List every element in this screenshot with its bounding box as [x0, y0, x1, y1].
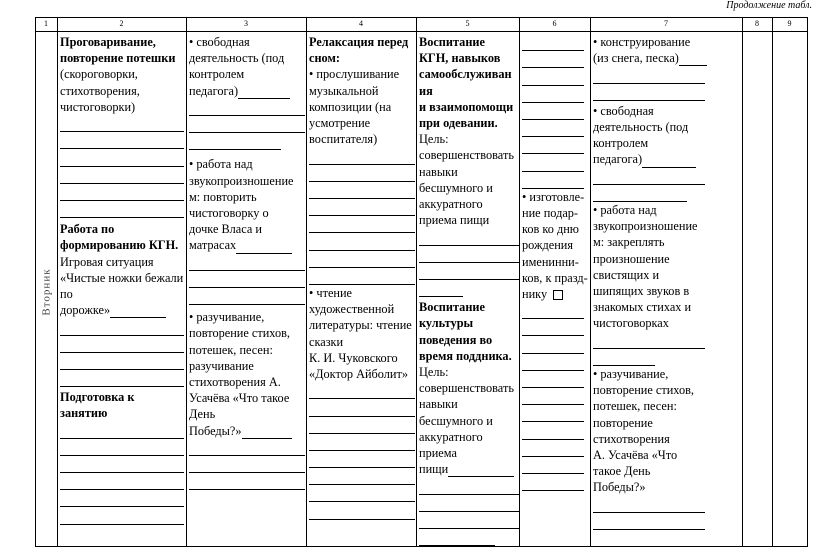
col4-content: Релаксация перед сном: • прослушивание музыкальной композиции (на усмотрение воспитателя) • чтение художественной литературы: чтение сказки К. И. Чуковского «Доктор Айболит» [309, 34, 415, 520]
continuation-label: Продолжение табл. [726, 0, 812, 11]
col5-content: Воспитание КГН, навыков самообслуживан ия и взаимопомощи при одевании. Цель: совершенствовать навыки бесшумного и аккуратного приема пищи Воспитание культуры поведения во время поддника. Цель: совершенствовать навыки бесшумного и аккуратного приема пищи [419, 34, 519, 546]
col-num-1: 1 [44, 19, 48, 28]
col-num-7: 7 [664, 19, 668, 28]
day-label: Вторник [41, 268, 53, 316]
col3-content: • свободная деятельность (под контролем педагога) • работа над звукопроизношение м: повторить чистоговорку о дочке Власа и матрасах • разучивание, повторение стихов, потешек, песен: разучивание стихотворения А. Усачёва «Что такое День Победы?» [189, 34, 305, 490]
col-num-9: 9 [787, 19, 792, 28]
plan-table [35, 17, 808, 547]
col7-content: • конструирование (из снега, песка) • свободная деятельность (под контролем педагога) • работа над звукопроизношение м: закреплять произношение свистящих и шипящих звуков в знакомых стихах и чистоговорках • разучивание, повторение стихов, потешек, песен: повторение стихотворения А. Усачёва «Что такое День Победы?» [593, 34, 741, 547]
col-num-3: 3 [244, 19, 248, 28]
col-num-6: 6 [552, 19, 557, 28]
col-num-2: 2 [119, 19, 124, 28]
col-num-4: 4 [359, 19, 363, 28]
checkbox-icon [553, 290, 563, 300]
col2-text: (скороговорки, [60, 67, 138, 82]
col2-section-prep: Подготовка к занятию [60, 390, 135, 421]
col-num-8: 8 [755, 19, 759, 28]
col2-content: Проговаривание, повторение потешки (скороговорки, стихотворения, чистоговорки) Работа по формированию КГН. Игровая ситуация «Чистые ножки бежали по дорожке» Подготовка к занятию [60, 34, 184, 525]
col-num-5: 5 [465, 19, 470, 28]
col6-content: • изготовле- ние подар- ков ко дню рождения именинни- ков, к празд- нику [522, 34, 588, 491]
col2-section-kgn: Работа по [60, 222, 115, 237]
col2-title: Проговаривание, [60, 35, 156, 49]
